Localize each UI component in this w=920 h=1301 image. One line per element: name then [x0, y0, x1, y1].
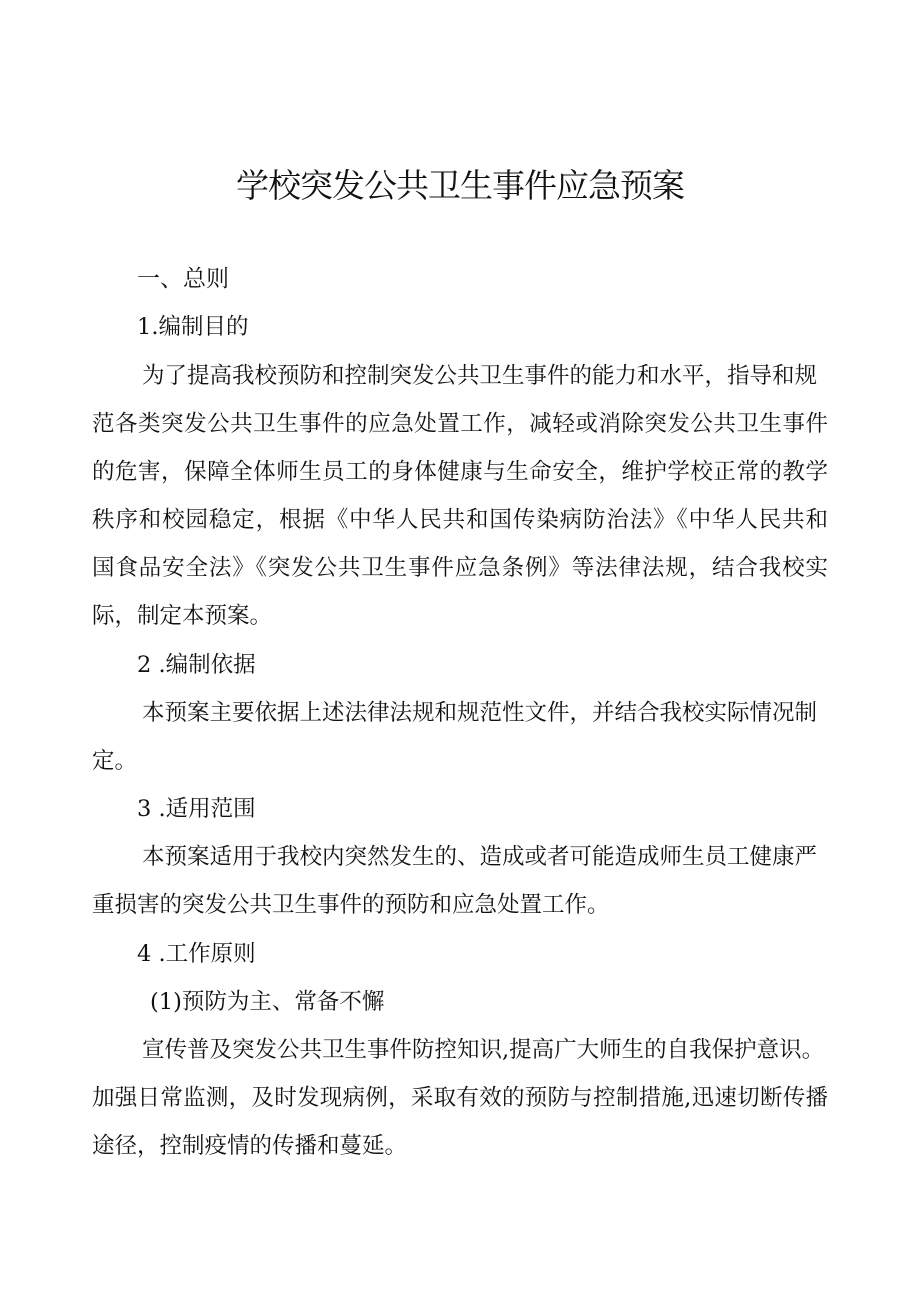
section-heading-general: 一、总则 [137, 266, 229, 292]
paragraph-line: 本预案适用于我校内突然发生的、造成或者可能造成师生员工健康严 [142, 844, 818, 870]
paragraph-line: 秩序和校园稳定，根据《中华人民共和国传染病防治法》《中华人民共和 [92, 507, 828, 533]
subsection-heading-purpose: 1.编制目的 [137, 314, 249, 340]
subsection-heading-scope: 3 .适用范围 [137, 796, 256, 822]
paragraph-line: 的危害，保障全体师生员工的身体健康与生命安全，维护学校正常的教学 [92, 459, 828, 485]
paragraph-line: 本预案主要依据上述法律法规和规范性文件，并结合我校实际情况制 [142, 700, 818, 726]
paragraph-line: 宣传普及突发公共卫生事件防控知识,提高广大师生的自我保护意识。 [142, 1037, 825, 1063]
paragraph-line: 定。 [92, 748, 138, 774]
subsection-heading-basis: 2 .编制依据 [137, 652, 256, 678]
document-title: 学校突发公共卫生事件应急预案 [236, 166, 684, 205]
sub-item-heading: (1)预防为主、常备不懈 [150, 989, 385, 1015]
paragraph-line: 国食品安全法》《突发公共卫生事件应急条例》等法律法规，结合我校实 [92, 555, 828, 581]
paragraph-line: 加强日常监测，及时发现病例，采取有效的预防与控制措施,迅速切断传播 [92, 1085, 828, 1111]
subsection-heading-principles: 4 .工作原则 [137, 941, 256, 967]
paragraph-line: 际，制定本预案。 [92, 603, 273, 629]
paragraph-line: 范各类突发公共卫生事件的应急处置工作，减轻或消除突发公共卫生事件 [92, 411, 828, 437]
paragraph-line: 重损害的突发公共卫生事件的预防和应急处置工作。 [92, 892, 610, 918]
paragraph-line: 途径，控制疫情的传播和蔓延。 [92, 1133, 408, 1159]
paragraph-line: 为了提高我校预防和控制突发公共卫生事件的能力和水平，指导和规 [142, 363, 818, 389]
